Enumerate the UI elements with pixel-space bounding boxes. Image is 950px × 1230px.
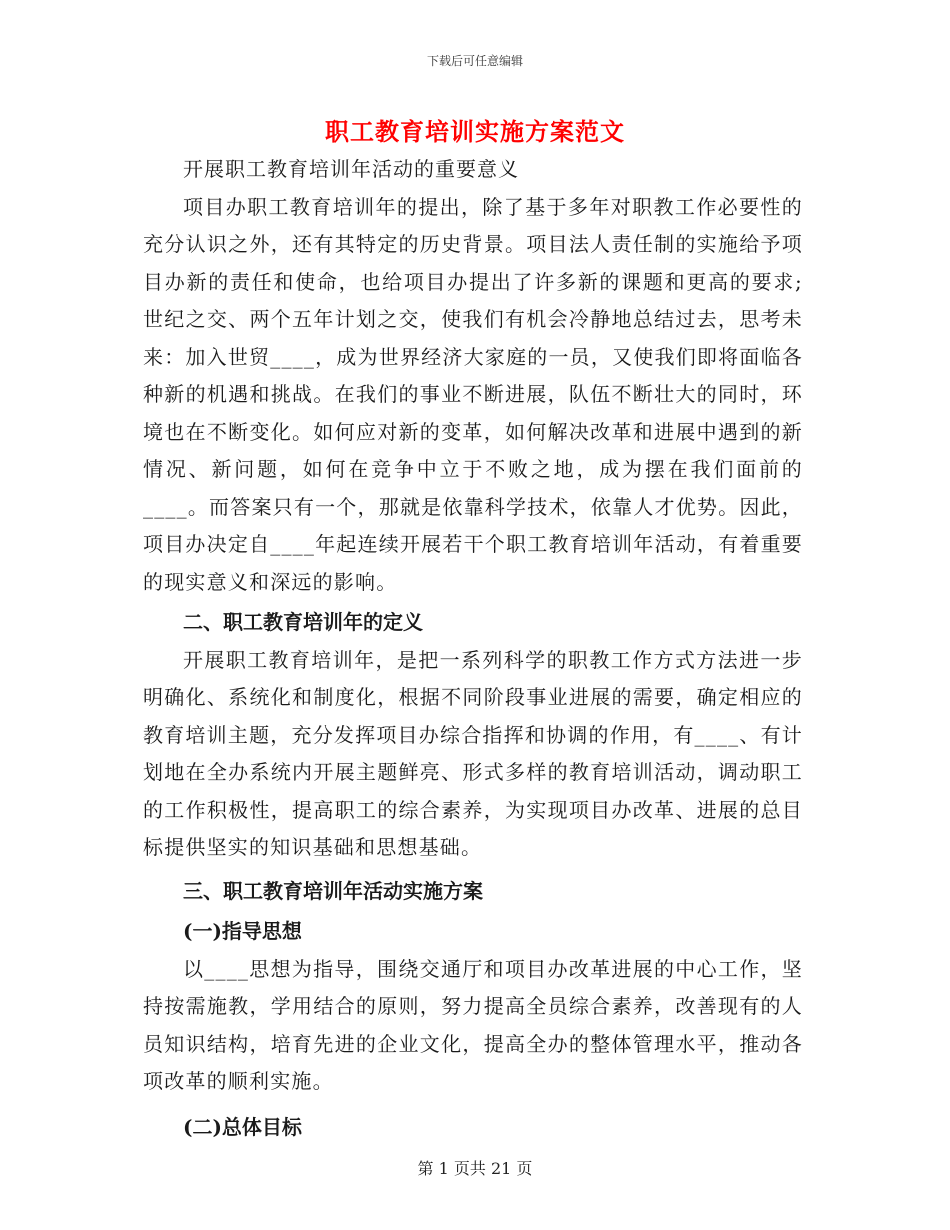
section-intro: 开展职工教育培训年活动的重要意义 <box>183 157 519 181</box>
document-body <box>143 151 803 1146</box>
subheading-overall-goal: (二)总体目标 <box>183 1114 302 1139</box>
page-header: 下载后可任意编辑 <box>426 54 523 68</box>
subheading-guiding-ideology: (一)指导思想 <box>183 919 302 943</box>
paragraph-definition: 开展职工教育培训年，是把一系列科学的职教工作方式方法进一步明确化、系统化和制度化，根据不同阶段事业进展的需要，确定相应的教育培训主题，充分发挥项目办综合指挥和协调的作用，有____、有计划地在全办系统内开展主题鲜亮、形式多样的教育培训活动，调动职工的工作积极性，提高职工的综合素养，为实现项目办改革、进展的总目标提供坚实的知识基础和思想基础。 <box>143 647 803 859</box>
heading-definition: 二、职工教育培训年的定义 <box>183 610 423 634</box>
heading-implementation-plan: 三、职工教育培训年活动实施方案 <box>183 878 483 903</box>
document-title: 职工教育培训实施方案范文 <box>325 117 625 146</box>
paragraph-background: 项目办职工教育培训年的提出，除了基于多年对职教工作必要性的充分认识之外，还有其特定的历史背景。项目法人责任制的实施给予项目办新的责任和使命，也给项目办提出了许多新的课题和更高的要求;世纪之交、两个五年计划之交，使我们有机会冷静地总结过去，思考未来：加入世贸____，成为世界经济大家庭的一员，又使我们即将面临各种新的机遇和挑战。在我们的事业不断进展，队伍不断壮大的同时，环境也在不断变化。如何应对新的变革，如何解决改革和进展中遇到的新情况、新问题，如何在竞争中立于不败之地，成为摆在我们面前的____。而答案只有一个，那就是依靠科学技术，依靠人才优势。因此，项目办决定自____年起连续开展若干个职工教育培训年活动，有着重要的现实意义和深远的影响。 <box>143 194 803 594</box>
page-number: 第 1 页共 21 页 <box>417 1159 533 1178</box>
paragraph-guiding-ideology: 以____思想为指导，围绕交通厅和项目办改革进展的中心工作，坚持按需施教，学用结合的原则，努力提高全员综合素养，改善现有的人员知识结构，培育先进的企业文化，提高全办的整体管理水平，推动各项改革的顺利实施。 <box>143 956 803 1093</box>
